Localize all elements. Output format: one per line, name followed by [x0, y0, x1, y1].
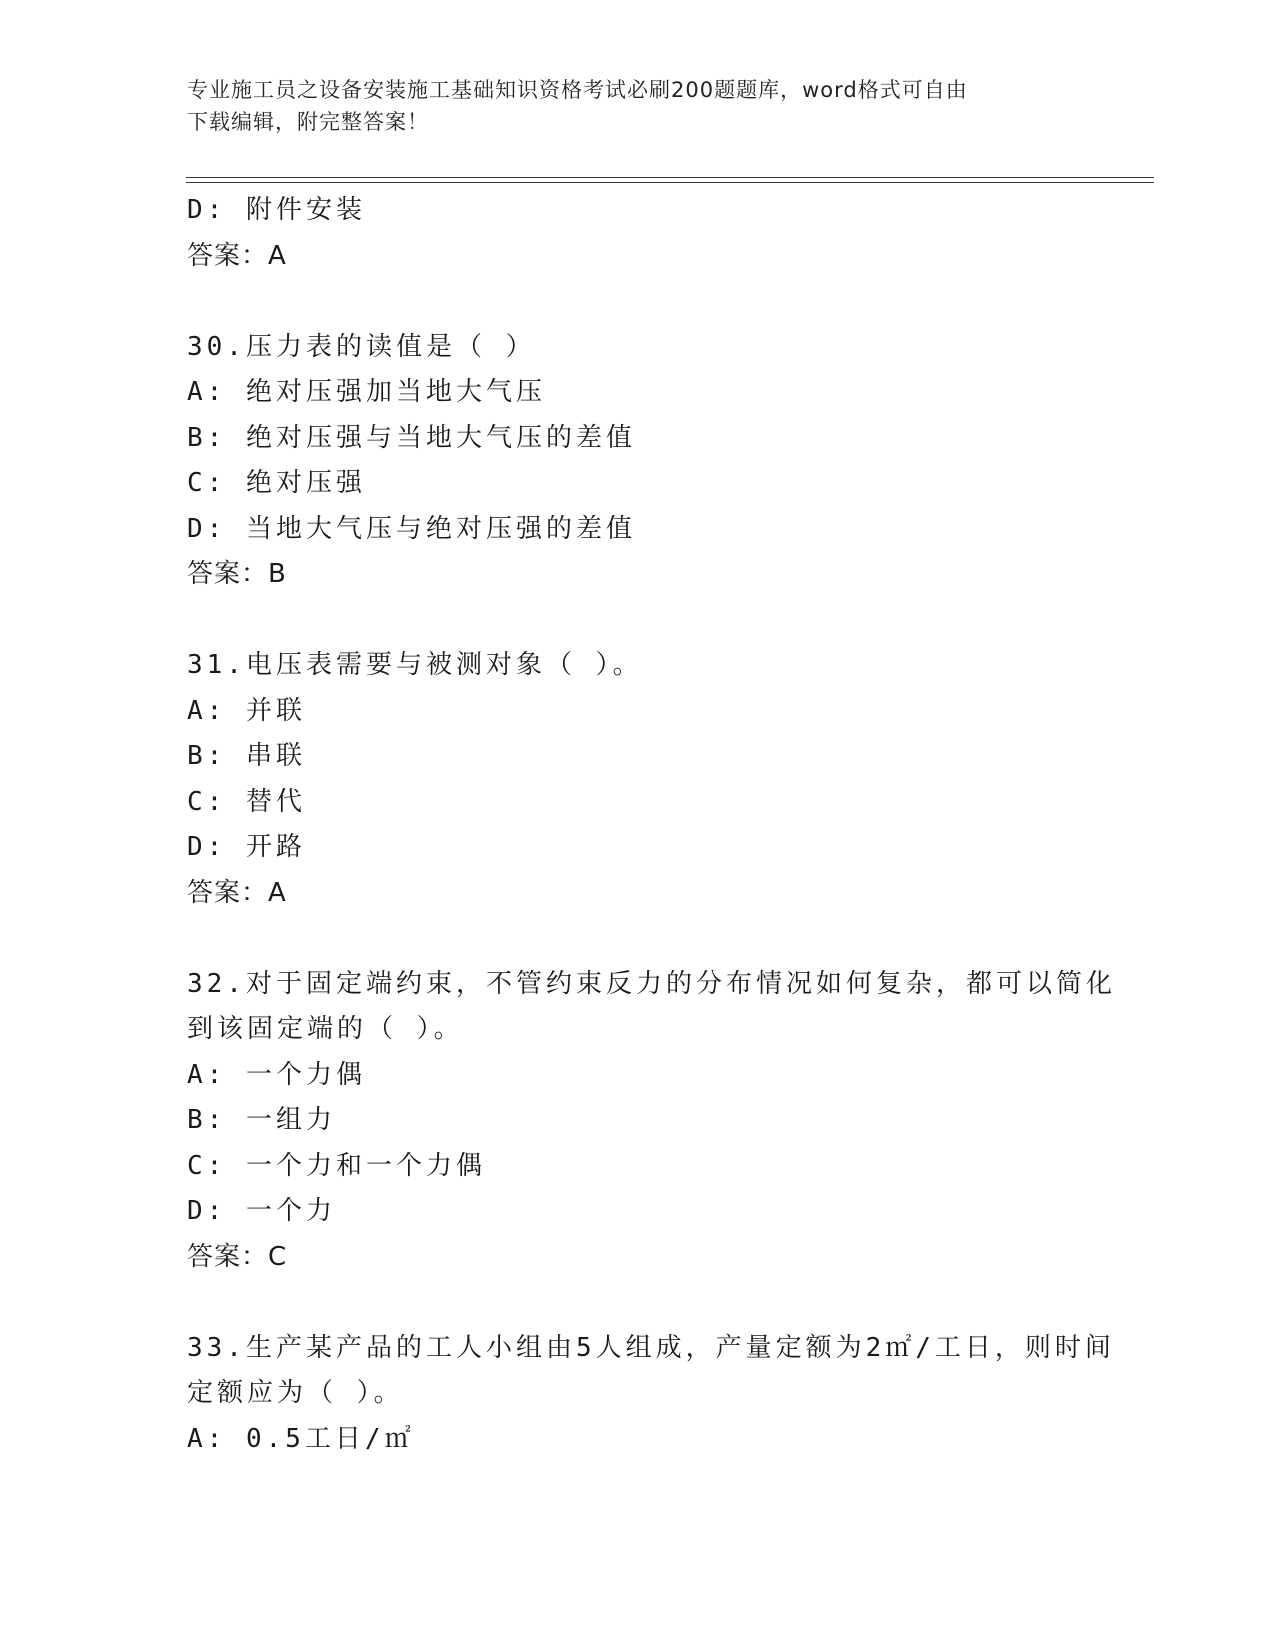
- spacer: [187, 1280, 1087, 1326]
- question-stem-continued: 到该固定端的（ ）。: [187, 1014, 464, 1044]
- question-list: [187, 188, 1116, 1462]
- question-block-33: [187, 1326, 1115, 1463]
- spacer: [187, 279, 1087, 325]
- option-d: D: 当地大气压与绝对压强的差值: [187, 513, 636, 544]
- question-block-31: [187, 643, 1087, 916]
- option-a: A: 一个力偶: [187, 1059, 366, 1090]
- option-a: A: 0.5工日/㎡: [187, 1423, 415, 1454]
- option-b: B: 一组力: [187, 1105, 336, 1135]
- question-stem: 30.压力表的读值是（ ）: [187, 331, 536, 362]
- question-stem: 31.电压表需要与被测对象（ ）。: [187, 650, 643, 680]
- answer-line: 答案：A: [187, 240, 287, 271]
- question-stem-continued: 定额应为（ ）。: [187, 1378, 404, 1408]
- answer-line: 答案：C: [187, 1241, 288, 1272]
- option-b: B: 串联: [187, 741, 306, 771]
- option-c: C: 一个力和一个力偶: [187, 1150, 486, 1181]
- option-a: A: 并联: [187, 695, 306, 726]
- option-b: B: 绝对压强与当地大气压的差值: [187, 422, 636, 453]
- option-c: C: 绝对压强: [187, 468, 366, 498]
- header-divider-bottom: [186, 182, 1154, 183]
- document-header: [187, 74, 1067, 138]
- option-c: C: 替代: [187, 786, 306, 817]
- header-divider-top: [186, 177, 1154, 178]
- question-stem: 32.对于固定端约束，不管约束反力的分布情况如何复杂，都可以简化: [187, 968, 1116, 999]
- option-a: A: 绝对压强加当地大气压: [187, 377, 546, 407]
- question-block-32: [187, 962, 1116, 1281]
- question-stem: 33.生产某产品的工人小组由5人组成，产量定额为2㎡/工日，则时间: [187, 1332, 1115, 1363]
- header-line-1: 专业施工员之设备安装施工基础知识资格考试必刷200题题库，word格式可自由: [187, 78, 968, 102]
- spacer: [187, 598, 1087, 644]
- question-block-30: [187, 325, 1087, 598]
- spacer: [187, 916, 1087, 962]
- option-d: D: 开路: [187, 832, 306, 862]
- answer-line: 答案：A: [187, 877, 287, 908]
- option-d: D: 附件安装: [187, 195, 366, 225]
- answer-line: 答案：B: [187, 559, 287, 589]
- option-d: D: 一个力: [187, 1196, 336, 1226]
- header-line-2: 下载编辑，附完整答案！: [187, 110, 429, 134]
